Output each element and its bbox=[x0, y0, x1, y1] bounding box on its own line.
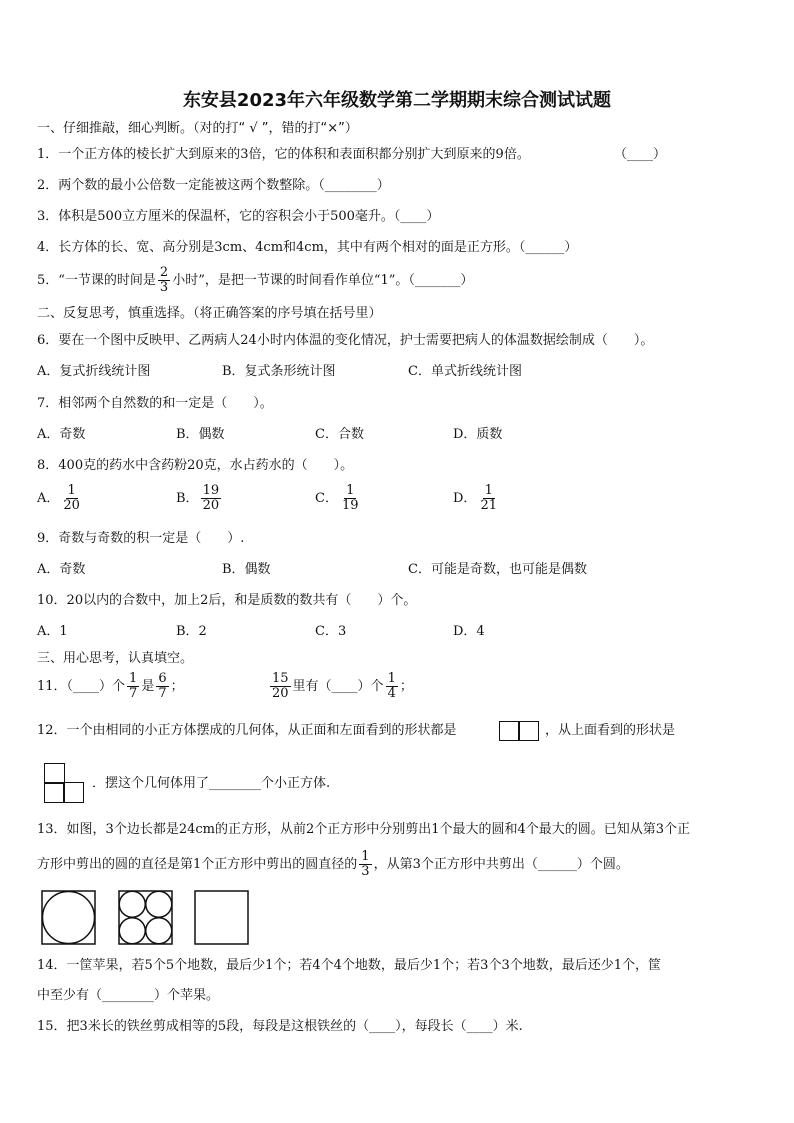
fraction: $\frac{19}{20}$ bbox=[202, 483, 220, 513]
question-10-option-c[interactable]: C．3 bbox=[315, 624, 347, 639]
question-12-line-2: ．摆这个几何体用了________个小正方体. bbox=[92, 776, 331, 791]
square-with-four-circles-figure bbox=[118, 890, 173, 945]
question-1-answer-blank[interactable]: （____） bbox=[614, 147, 667, 162]
question-1 bbox=[37, 146, 530, 164]
question-7-option-d[interactable]: D．质数 bbox=[453, 427, 503, 442]
top-view-figure bbox=[44, 763, 84, 803]
question-10-option-a[interactable]: A．1 bbox=[37, 624, 68, 639]
question-15: 15．把3米长的铁丝剪成相等的5段，每段是这根铁丝的（____），每段长（____）米. bbox=[37, 1019, 523, 1034]
fraction-one-third: $\frac{1}{3}$ bbox=[361, 849, 370, 879]
fraction: $\frac{1}{7}$ bbox=[129, 671, 138, 701]
question-11-part-b: $\frac{15}{20}$ 里有（____）个 $\frac{1}{4}$ ； bbox=[272, 671, 413, 701]
question-7-option-b[interactable]: B．偶数 bbox=[176, 427, 225, 442]
question-6-option-b[interactable]: B．复式条形统计图 bbox=[222, 364, 336, 379]
question-9-option-b[interactable]: B．偶数 bbox=[222, 562, 271, 577]
question-5-text-post: 小时”，是把一节课的时间看作单位“1”。（_______） bbox=[172, 273, 474, 288]
question-13-line-1: 13．如图，3个边长都是24cm的正方形，从前2个正方形中分别剪出1个最大的圆和4个最大的圆。已知从第3个正 bbox=[37, 822, 691, 837]
question-6: 6．要在一个图中反映甲、乙两病人24小时内体温的变化情况，护士需要把病人的体温数据绘制成（ ）。 bbox=[37, 333, 654, 348]
question-8-option-a[interactable]: A． $\frac{1}{20}$ bbox=[37, 483, 80, 513]
fraction: $\frac{1}{20}$ bbox=[63, 483, 80, 513]
question-8: 8．400克的药水中含药粉20克，水占药水的（ ）。 bbox=[37, 458, 354, 473]
question-12-line-1-end: ，从上面看到的形状是 bbox=[545, 723, 676, 738]
question-10-option-b[interactable]: B．2 bbox=[176, 624, 207, 639]
question-3: 3．体积是500立方厘米的保温杯，它的容积会小于500毫升。（____） bbox=[37, 209, 440, 224]
question-12-line-1: 12．一个由相同的小正方体摆成的几何体，从正面和左面看到的形状都是 bbox=[37, 723, 457, 738]
question-6-option-a[interactable]: A．复式折线统计图 bbox=[37, 364, 151, 379]
fraction-two-thirds: $\frac{2}{3}$ bbox=[159, 265, 169, 295]
question-10: 10．20以内的合数中，加上2后，和是质数的数共有（ ）个。 bbox=[37, 593, 417, 608]
question-11-part-a: 11．（____）个 $\frac{1}{7}$ 是 $\frac{6}{7}$ ； bbox=[37, 671, 184, 701]
question-8-option-d[interactable]: D． $\frac{1}{21}$ bbox=[453, 483, 497, 513]
question-10-option-d[interactable]: D．4 bbox=[453, 624, 485, 639]
question-13-line-2: 方形中剪出的圆的直径是第1个正方形中剪出的圆直径的 $\frac{1}{3}$ ，从第3个正方形中共剪出（______）个圆。 bbox=[37, 849, 629, 879]
question-9: 9．奇数与奇数的积一定是（ ）. bbox=[37, 531, 245, 546]
empty-square-figure bbox=[194, 890, 249, 945]
question-14-line-2: 中至少有（________）个苹果。 bbox=[37, 988, 220, 1003]
fraction: $\frac{6}{7}$ bbox=[158, 671, 167, 701]
fraction: $\frac{1}{21}$ bbox=[480, 483, 497, 513]
question-14-line-1: 14．一筐苹果，若5个5个地数，最后少1个；若4个4个地数，最后少1个；若3个3个地数，最后还少1个，筐 bbox=[37, 958, 661, 973]
question-6-option-c[interactable]: C．单式折线统计图 bbox=[408, 364, 522, 379]
fraction: $\frac{15}{20}$ bbox=[272, 671, 289, 701]
question-9-option-a[interactable]: A．奇数 bbox=[37, 562, 86, 577]
section-1-heading: 一、仔细推敲，细心判断。（对的打“ √ ”，错的打“×”） bbox=[37, 121, 358, 136]
fraction: $\frac{1}{19}$ bbox=[341, 483, 359, 513]
question-8-option-c[interactable]: C． $\frac{1}{19}$ bbox=[315, 483, 359, 513]
front-side-view-figure bbox=[499, 721, 539, 741]
question-5 bbox=[37, 266, 473, 295]
question-4: 4．长方体的长、宽、高分别是3cm、4cm和4cm，其中有两个相对的面是正方形。（______） bbox=[37, 240, 578, 255]
question-5-text-pre: 5．“一节课的时间是 bbox=[37, 273, 156, 288]
fraction: $\frac{1}{4}$ bbox=[387, 671, 396, 701]
page-title: 东安县2023年六年级数学第二学期期末综合测试试题 bbox=[182, 90, 612, 111]
question-8-option-b[interactable]: B． $\frac{19}{20}$ bbox=[176, 483, 220, 513]
question-2: 2．两个数的最小公倍数一定能被这两个数整除。（________） bbox=[37, 178, 390, 193]
question-7-option-a[interactable]: A．奇数 bbox=[37, 427, 86, 442]
section-2-heading: 二、反复思考，慎重选择。（将正确答案的序号填在括号里） bbox=[37, 306, 382, 321]
section-3-heading: 三、用心思考，认真填空。 bbox=[37, 651, 194, 666]
question-7-option-c[interactable]: C．合数 bbox=[315, 427, 364, 442]
question-1-text: 1．一个正方体的棱长扩大到原来的3倍，它的体积和表面积都分别扩大到原来的9倍。 bbox=[37, 147, 530, 162]
square-with-one-circle-figure bbox=[41, 890, 96, 945]
question-9-option-c[interactable]: C．可能是奇数，也可能是偶数 bbox=[408, 562, 587, 577]
question-7: 7．相邻两个自然数的和一定是（ ）。 bbox=[37, 396, 273, 411]
